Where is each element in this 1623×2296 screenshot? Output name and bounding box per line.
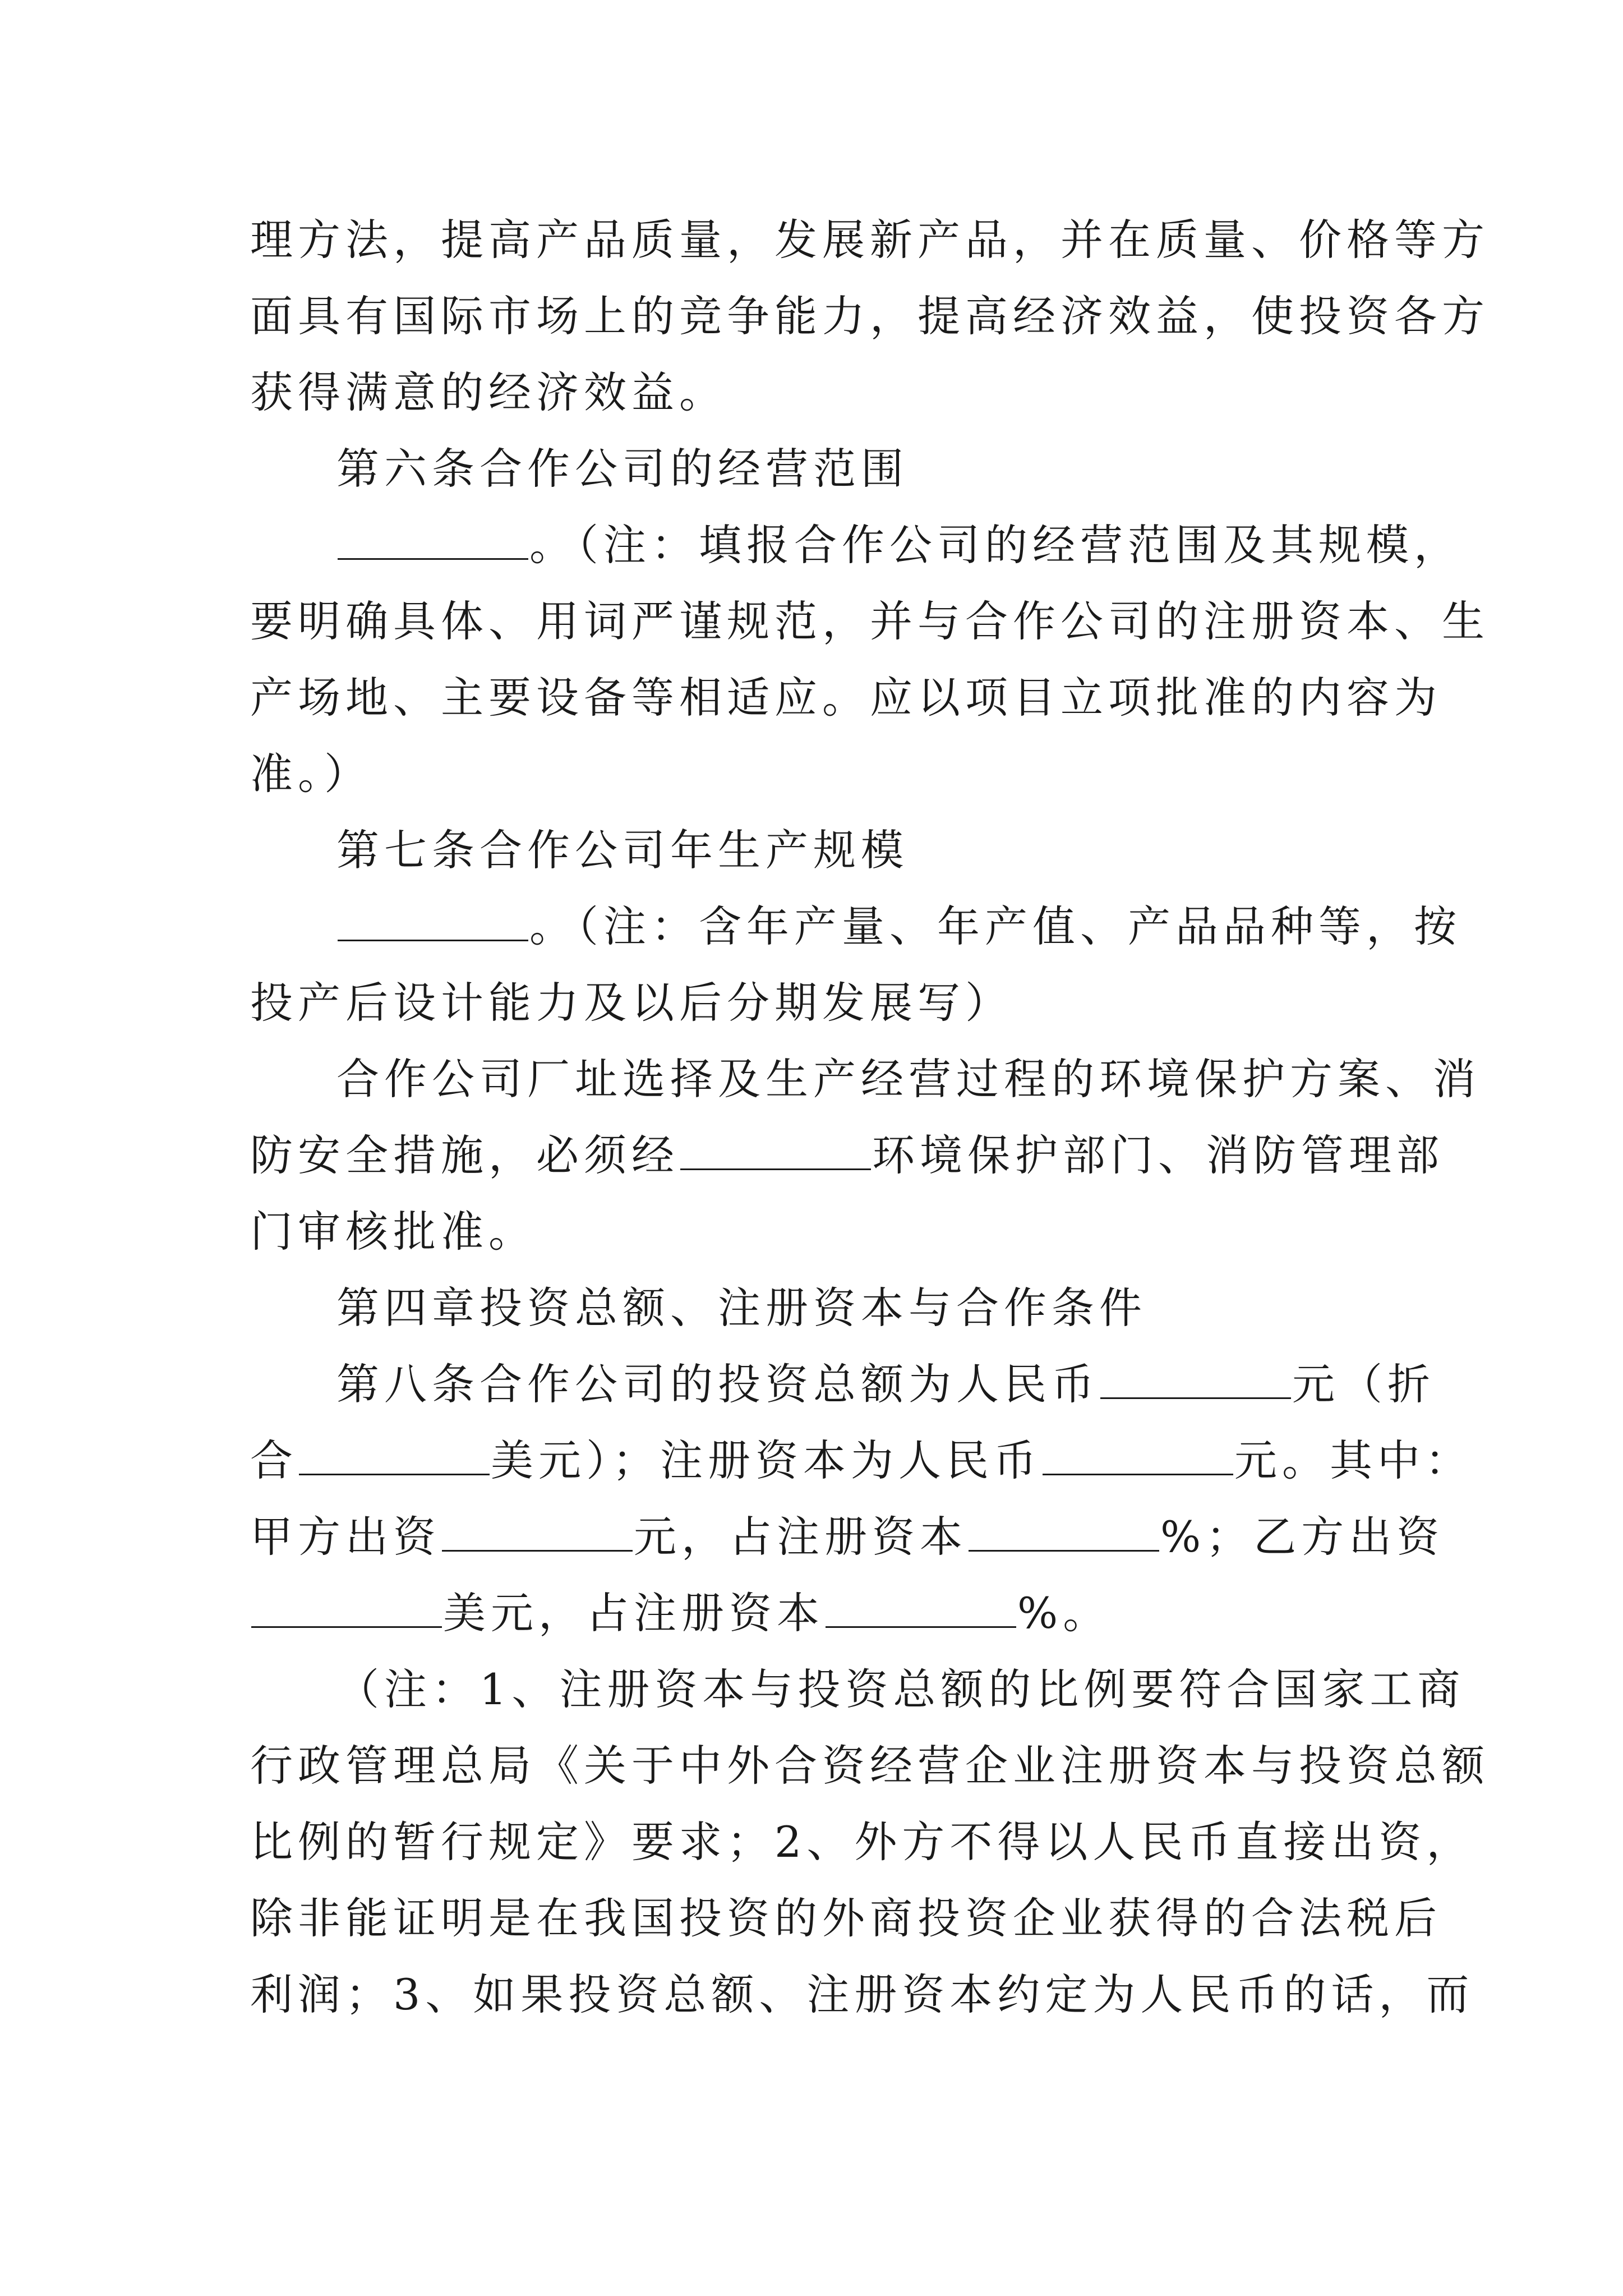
text-segment: 第八条合作公司的投资总额为人民币 [336,1359,1099,1409]
text-segment: 环境保护部门、消防管理部 [872,1130,1444,1180]
text-segment: 甲方出资 [250,1512,441,1562]
text-line [250,583,1490,660]
text-segment: （注：1、注册资本与投资总额的比例要符合国家工商 [336,1664,1465,1714]
text-segment: 美元，占注册资本 [443,1588,824,1638]
text-segment: 理方法，提高产品质量，发展新产品，并在质量、价格等方 [250,215,1490,265]
text-line [250,507,1461,583]
text-segment: 要明确具体、用词严谨规范，并与合作公司的注册资本、生 [250,596,1490,646]
text-segment: 元。其中： [1234,1435,1473,1485]
text-segment: 行政管理总局《关于中外合资经营企业注册资本与投资总额 [250,1741,1490,1791]
text-line [250,736,1377,812]
text-segment: 除非能证明是在我国投资的外商投资企业获得的合法税后 [250,1893,1442,1943]
text-segment: 合作公司厂址选择及生产经营过程的环境保护方案、消 [336,1054,1481,1104]
text-segment: 第七条合作公司年生产规模 [336,825,909,875]
note-line [250,1804,1474,1880]
text-segment: 第六条合作公司的经营范围 [336,444,909,494]
article-heading [250,812,1377,889]
fill-in-blank[interactable] [1043,1440,1233,1475]
note-line [250,1957,1474,2033]
fill-in-blank[interactable] [338,906,528,941]
text-segment: 利润；3、如果投资总额、注册资本约定为人民币的话，而 [250,1970,1474,2019]
chapter-heading [250,1270,1377,1346]
fill-in-blank[interactable] [680,1135,871,1170]
text-line [250,1575,1377,1651]
fill-in-blank[interactable] [299,1440,490,1475]
text-line [250,355,1377,431]
text-line [250,1194,1377,1270]
text-line [250,965,1377,1041]
text-segment: 防安全措施，必须经 [250,1130,679,1180]
note-line [250,1651,1465,1728]
text-segment: 投产后设计能力及以后分期发展写） [250,978,1013,1028]
note-line [250,1880,1442,1957]
article-heading [250,431,1377,507]
text-line [250,660,1442,736]
text-line [250,889,1461,965]
text-segment: 合 [250,1435,298,1485]
fill-in-blank[interactable] [969,1516,1159,1552]
text-line [250,1423,1473,1499]
text-line [250,202,1490,278]
text-segment: 元（折 [1292,1359,1435,1409]
text-segment: 。（注：含年产量、年产值、产品品种等，按 [529,901,1461,951]
text-segment: 面具有国际市场上的竞争能力，提高经济效益，使投资各方 [250,291,1490,341]
text-segment: 准。） [250,749,372,799]
fill-in-blank[interactable] [442,1516,633,1552]
fill-in-blank[interactable] [1100,1364,1291,1399]
text-line [250,1041,1481,1117]
text-segment: 比例的暂行规定》要求；2、外方不得以人民币直接出资， [250,1817,1474,1867]
text-segment: 产场地、主要设备等相适应。应以项目立项批准的内容为 [250,673,1442,723]
text-segment: %；乙方出资 [1160,1512,1445,1562]
text-segment: %。 [1017,1588,1111,1638]
text-segment: 美元）；注册资本为人民币 [491,1435,1041,1485]
fill-in-blank[interactable] [251,1593,442,1628]
text-segment: 第四章投资总额、注册资本与合作条件 [336,1283,1147,1333]
text-line [250,1346,1435,1423]
fill-in-blank[interactable] [826,1593,1016,1628]
text-segment: 获得满意的经济效益。 [250,367,727,417]
text-line [250,1499,1445,1575]
text-line [250,278,1490,355]
note-line [250,1728,1490,1804]
text-segment: 元，占注册资本 [634,1512,967,1562]
text-line [250,1117,1444,1194]
text-segment: 门审核批准。 [250,1207,536,1257]
fill-in-blank[interactable] [338,524,528,560]
text-segment: 。（注：填报合作公司的经营范围及其规模， [529,520,1461,570]
document-body [250,202,1490,2033]
